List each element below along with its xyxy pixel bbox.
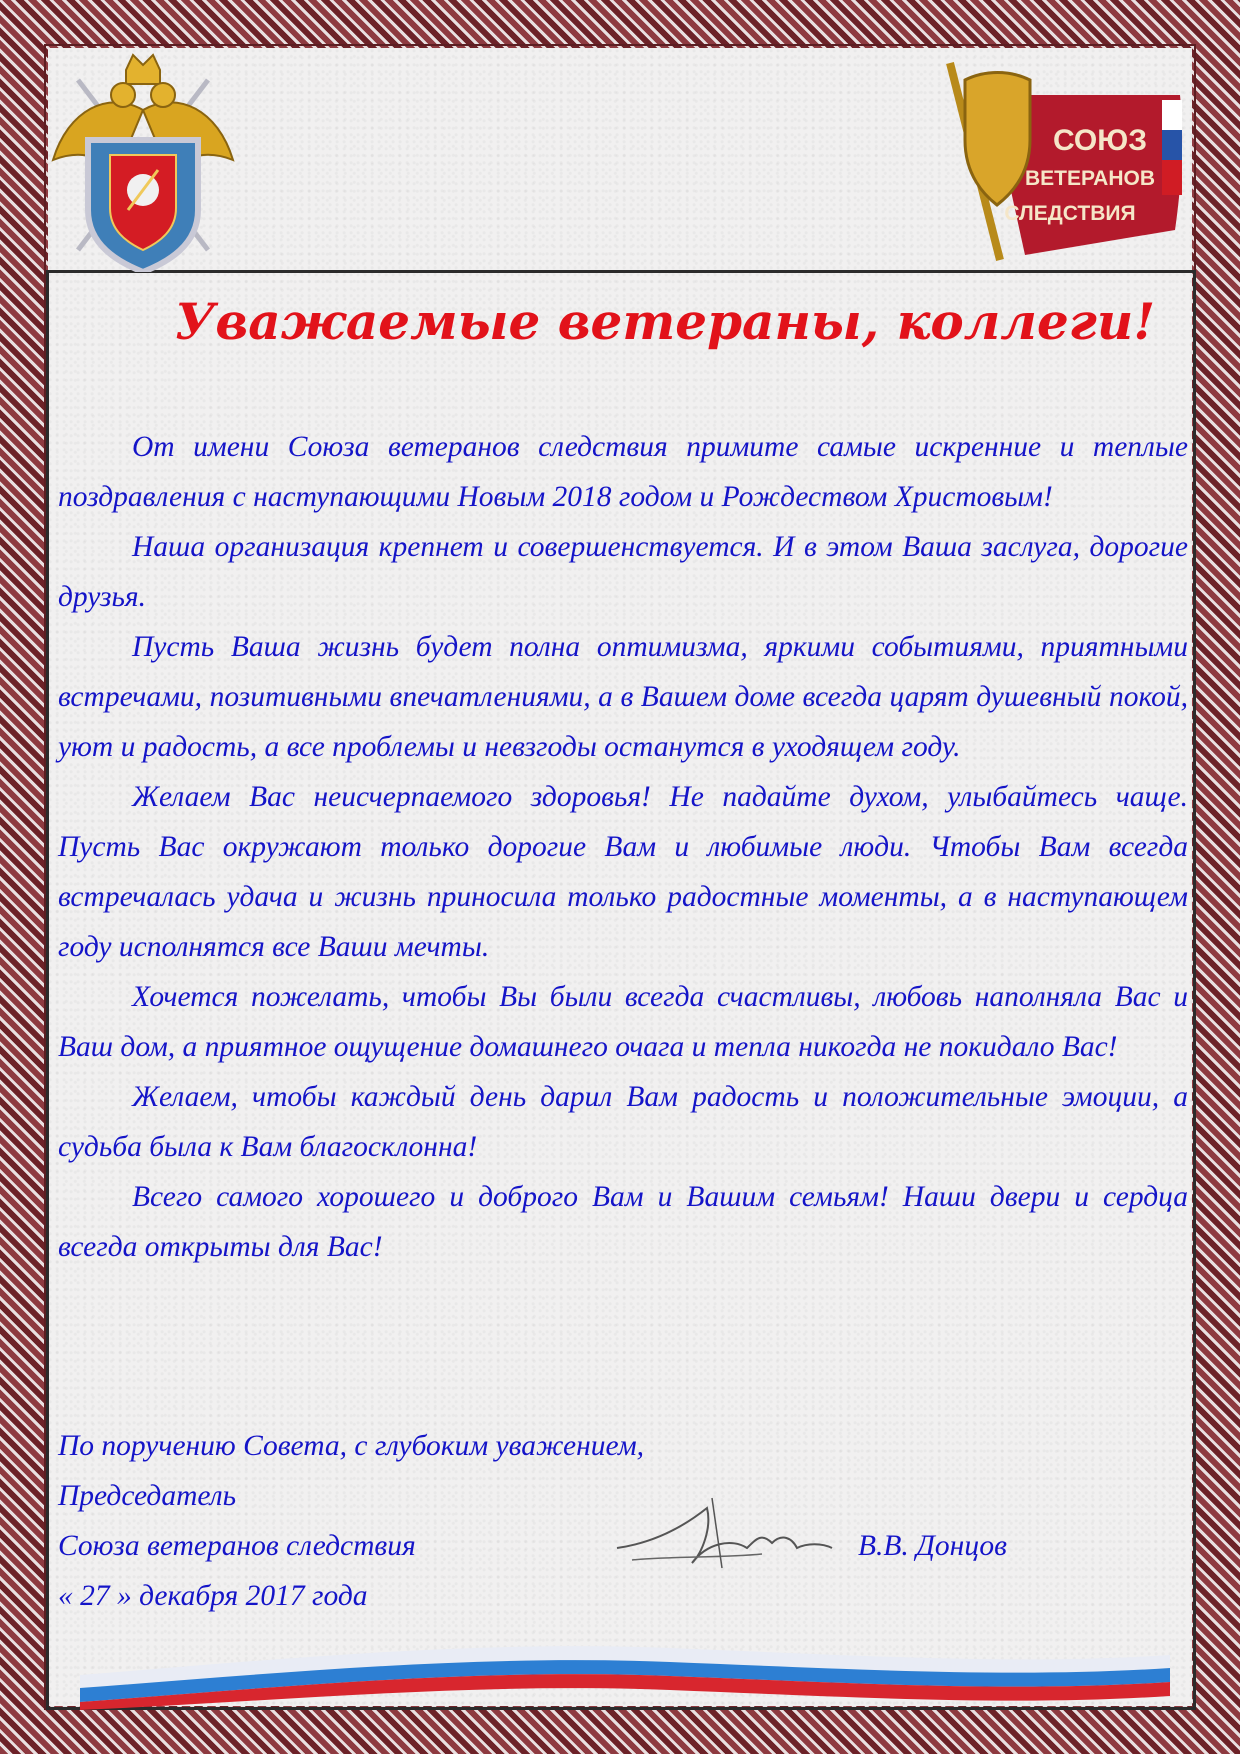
svg-text:СЛЕДСТВИЯ: СЛЕДСТВИЯ bbox=[1004, 202, 1136, 225]
signature-date: « 27 » декабря 2017 года bbox=[58, 1580, 368, 1612]
svg-text:ВЕТЕРАНОВ: ВЕТЕРАНОВ bbox=[1025, 167, 1155, 190]
tricolor-ribbon bbox=[70, 1630, 1180, 1710]
svg-text:СОЮЗ: СОЮЗ bbox=[1053, 124, 1147, 157]
signature-line: По поручению Совета, с глубоким уважением, bbox=[58, 1430, 645, 1462]
page-title: Уважаемые ветераны, коллеги! bbox=[174, 292, 1156, 351]
paragraph: Пусть Ваша жизнь будет полна оптимизма, яркими событиями, приятными встречами, позитивными впечатлениями, а в Вашем доме всегда царят душевный покой, уют и радость, а все проблемы и невзгоды останутся в уходящем году. bbox=[58, 631, 1188, 763]
signatory-name: В.В. Донцов bbox=[858, 1530, 1007, 1562]
signature-organization: Союза ветеранов следствия bbox=[58, 1530, 416, 1562]
paragraph: От имени Союза ветеранов следствия примите самые искренние и теплые поздравления с наступающими Новым 2018 годом и Рождеством Христовым! bbox=[58, 431, 1188, 513]
paragraph: Всего самого хорошего и доброго Вам и Вашим семьям! Наши двери и сердца всегда открыты для Вас! bbox=[58, 1181, 1188, 1263]
paragraph: Желаем, чтобы каждый день дарил Вам радость и положительные эмоции, а судьба была к Вам благосклонна! bbox=[58, 1081, 1188, 1163]
paragraph: Наша организация крепнет и совершенствуется. И в этом Ваша заслуга, дорогие друзья. bbox=[58, 531, 1188, 613]
letter-body bbox=[58, 422, 1188, 1272]
paragraph: Хочется пожелать, чтобы Вы были всегда счастливы, любовь наполняла Вас и Ваш дом, а приятное ощущение домашнего очага и тепла никогда не покидало Вас! bbox=[58, 981, 1188, 1063]
paragraph: Желаем Вас неисчерпаемого здоровья! Не падайте духом, улыбайтесь чаще. Пусть Вас окружают только дорогие Вам и любимые люди. Чтобы Вам всегда встречалась удача и жизнь приносила только радостные моменты, а в наступающем году исполнятся все Ваши мечты. bbox=[58, 781, 1188, 963]
handwritten-signature bbox=[612, 1488, 852, 1578]
veterans-union-flag-icon bbox=[930, 55, 1200, 265]
investigative-committee-emblem-icon bbox=[48, 50, 238, 272]
signature-title: Председатель bbox=[58, 1480, 237, 1512]
